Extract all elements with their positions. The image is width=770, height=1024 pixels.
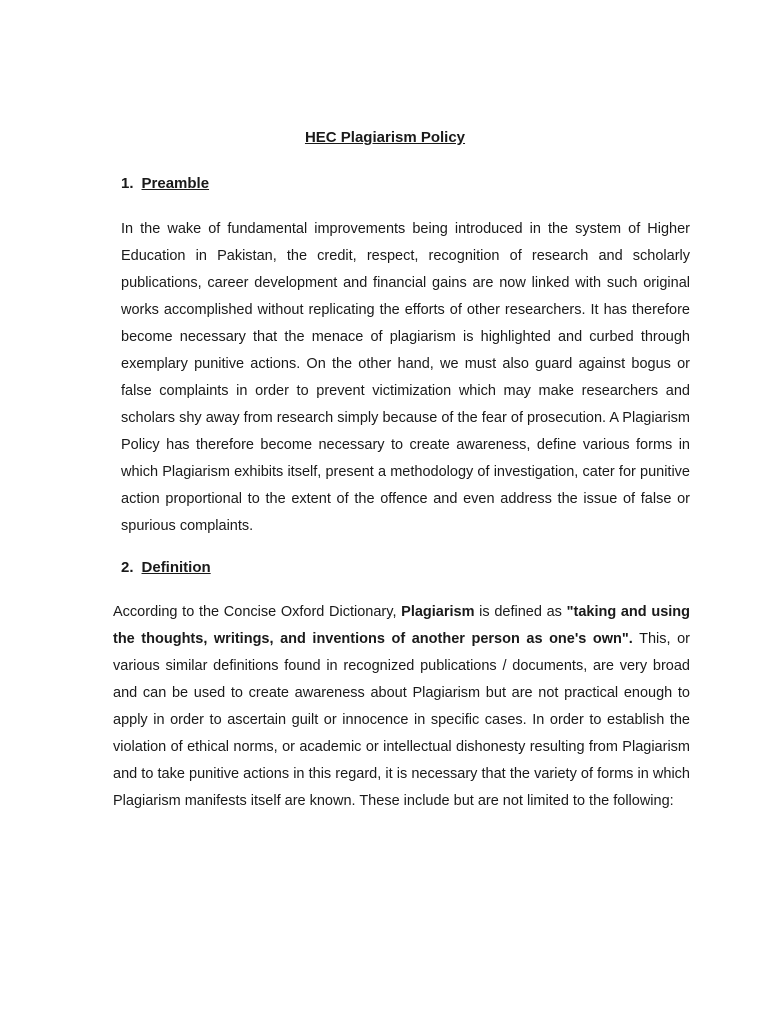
definition-paragraph [113,599,690,815]
definition-term: Plagiarism [401,604,475,620]
preamble-paragraph: In the wake of fundamental improvements being introduced in the system of Higher Education in Pakistan, the credit, respect, recognition of research and scholarly publications, career development and financial gains are now linked with such original works accomplished without replicating the efforts of other researchers. It has therefore become necessary that the menace of plagiarism is highlighted and curbed through exemplary punitive actions. On the other hand, we must also guard against bogus or false complaints in order to prevent victimization which may make researchers and scholars shy away from research simply because of the fear of prosecution. A Plagiarism Policy has therefore become necessary to create awareness, define various forms in which Plagiarism exhibits itself, present a methodology of investigation, cater for punitive action proportional to the extent of the offence and even address the issue of false or spurious complaints. [121,221,690,534]
section-heading-preamble [121,175,209,192]
definition-text: is defined as [474,604,567,620]
document-title: HEC Plagiarism Policy [304,129,466,146]
section-heading-definition [121,559,211,576]
definition-text: According to the Concise Oxford Dictionary, [113,604,402,620]
section-heading-text: Definition [141,559,211,576]
section-number: 2. [121,559,134,576]
definition-quote: "taking and using the thoughts, writings, and inventions of another person as one's own". [113,604,690,647]
section-number: 1. [121,175,134,192]
definition-text: This, or various similar definitions found in recognized publications / documents, are very broad and can be used to create awareness about Plagiarism but are not practical enough to apply in order to ascertain guilt or innocence in specific cases. In order to establish the violation of ethical norms, or academic or intellectual dishonesty resulting from Plagiarism and to take punitive actions in this regard, it is necessary that the variety of forms in which Plagiarism manifests itself are known. These include but are not limited to the following: [113,631,690,809]
section-heading-text: Preamble [141,175,210,192]
